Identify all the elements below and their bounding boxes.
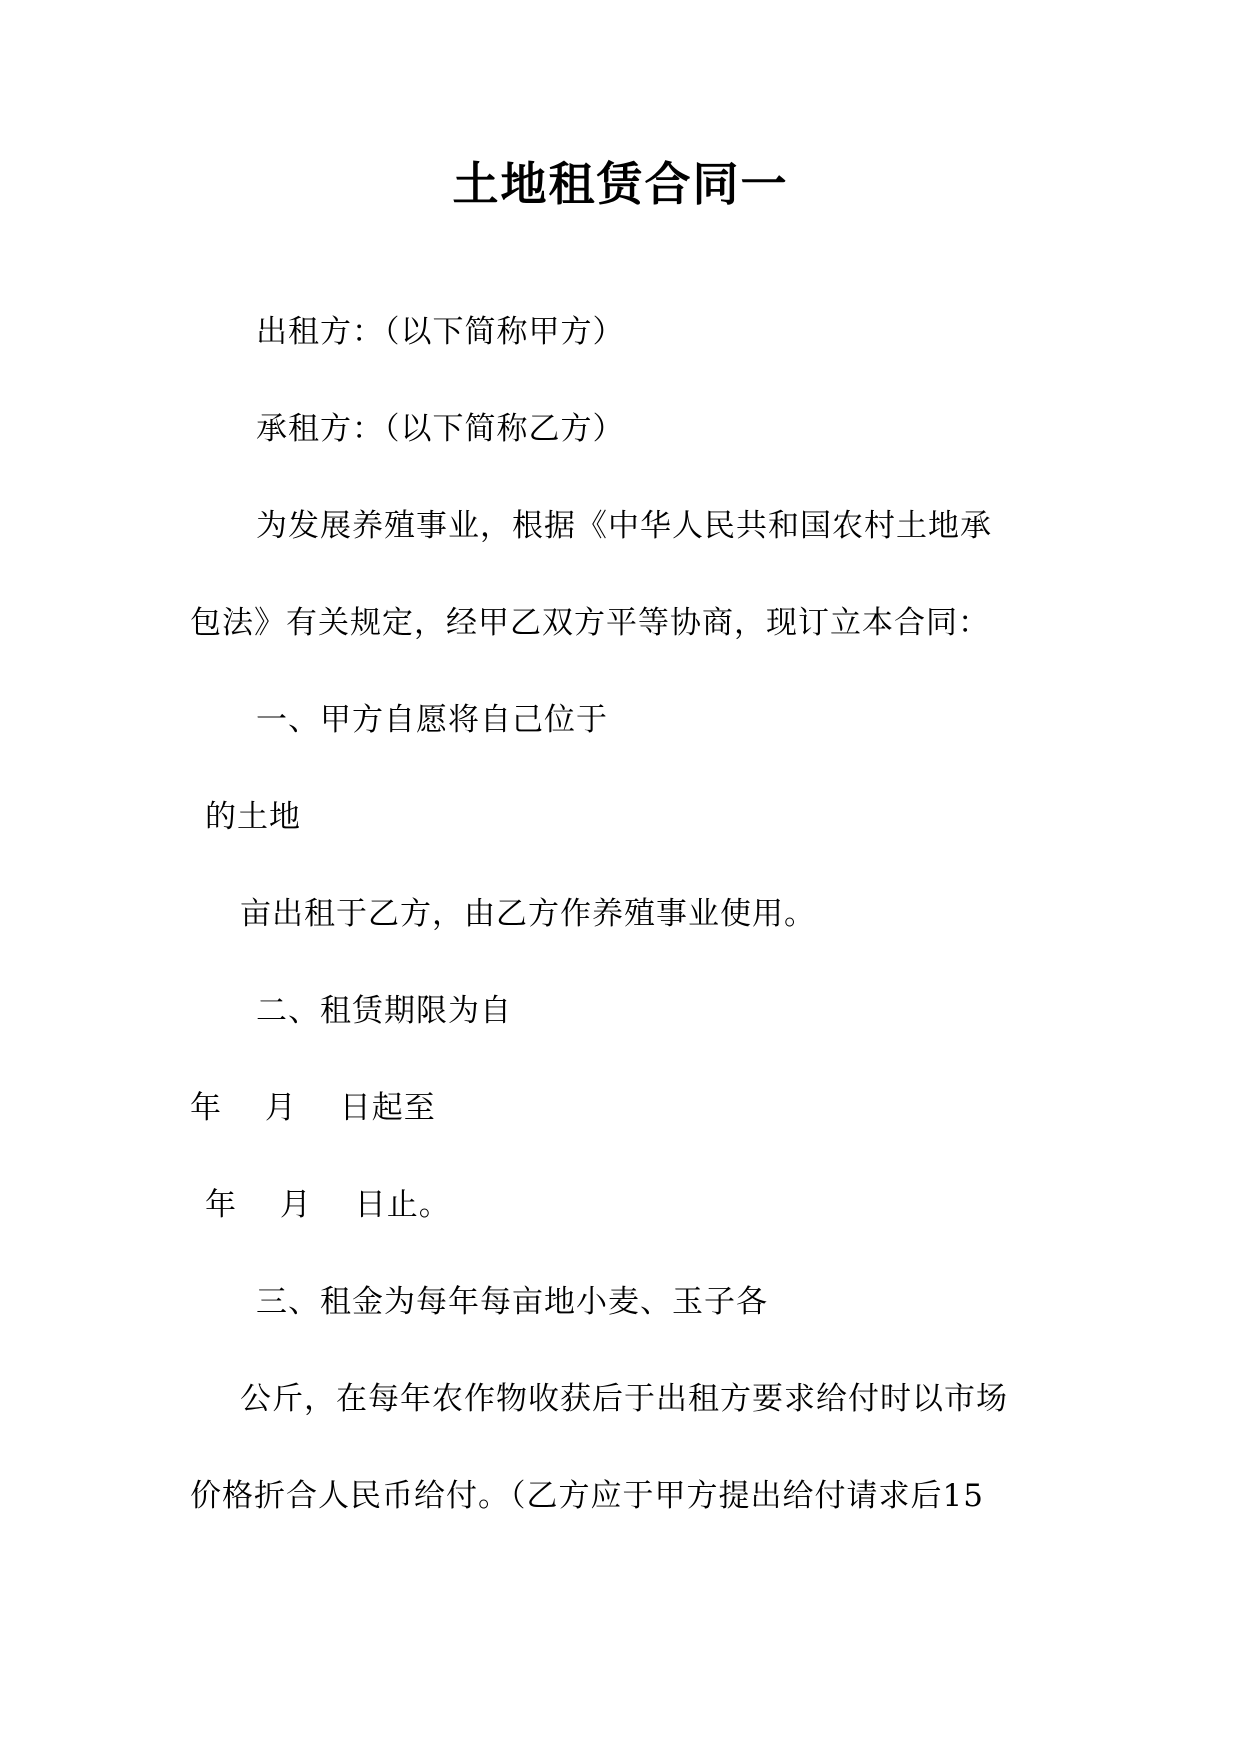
clause-1-line-2: 的土地 xyxy=(205,799,301,835)
clause-3-line-2: 公斤，在每年农作物收获后于出租方要求给付时以市场 xyxy=(240,1381,1008,1417)
clause-2-line-2: 年 月 日起至 xyxy=(190,1090,436,1126)
clause-3-line-3: 价格折合人民币给付。（乙方应于甲方提出给付请求后15 xyxy=(190,1478,984,1514)
clause-2-line-3: 年 月 日止。 xyxy=(205,1187,451,1223)
document-title: 土地租赁合同一 xyxy=(452,157,789,211)
clause-3-line-1: 三、租金为每年每亩地小麦、玉子各 xyxy=(256,1284,768,1320)
clause-1-line-1: 一、甲方自愿将自己位于 xyxy=(256,702,608,738)
lessor-line: 出租方：（以下简称甲方） xyxy=(256,314,625,350)
clause-1-line-3: 亩出租于乙方，由乙方作养殖事业使用。 xyxy=(240,896,816,932)
preamble-line-2: 包法》有关规定，经甲乙双方平等协商，现订立本合同： xyxy=(190,605,990,641)
preamble-line-1: 为发展养殖事业，根据《中华人民共和国农村土地承 xyxy=(256,508,992,544)
clause-2-line-1: 二、租赁期限为自 xyxy=(256,993,512,1029)
lessee-line: 承租方：（以下简称乙方） xyxy=(256,411,625,447)
